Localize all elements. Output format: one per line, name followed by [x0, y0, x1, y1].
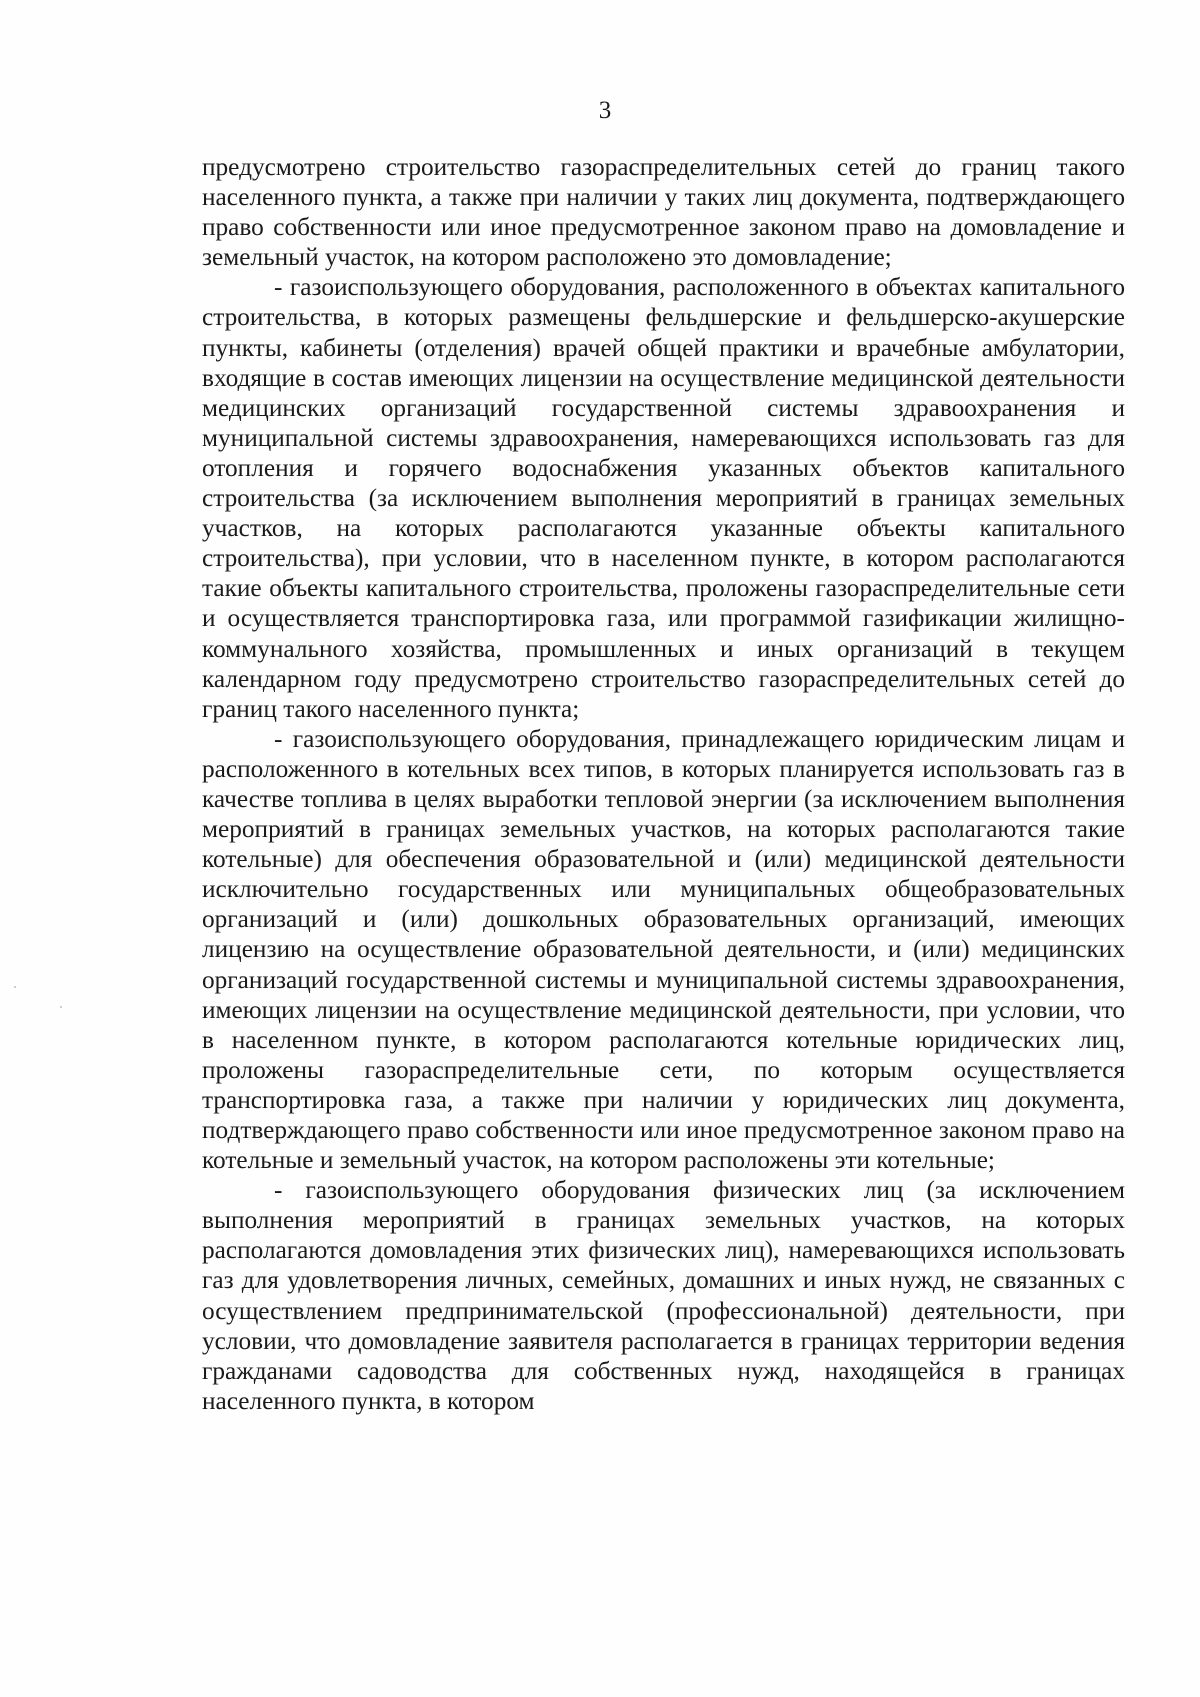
scan-artifact	[60, 1006, 62, 1008]
paragraph-individuals: - газоиспользующего оборудования физических лиц (за исключением выполнения мероприятий в границах земельных участков, на которых располагаются домовладения этих физических лиц), намеревающихся использовать газ для удовлетворения личных, семейных, домашних и иных нужд, не связанных с осуществлением предпринимательской (профессиональной) деятельности, при условии, что домовладение заявителя располагается в границах территории ведения гражданами садоводства для собственных нужд, находящейся в границах населенного пункта, в котором	[202, 1176, 1125, 1415]
page-number: 3	[598, 97, 612, 124]
document-body	[202, 152, 1125, 1416]
paragraph-medical-facilities: - газоиспользующего оборудования, расположенного в объектах капитального строительства, в которых размещены фельдшерские и фельдшерско-акушерские пункты, кабинеты (отделения) врачей общей практики и врачебные амбулатории, входящие в состав имеющих лицензии на осуществление медицинской деятельности медицинских организаций государственной системы здравоохранения и муниципальной системы здравоохранения, намеревающихся использовать газ для отопления и горячего водоснабжения указанных объектов капитального строительства (за исключением выполнения мероприятий в границах земельных участков, на которых располагаются указанные объекты капитального строительства), при условии, что в населенном пункте, в котором располагаются такие объекты капитального строительства, проложены газораспределительные сети и осуществляется транспортировка газа, или программой газификации жилищно-коммунального хозяйства, промышленных и иных организаций в текущем календарном году предусмотрено строительство газораспределительных сетей до границ такого населенного пункта;	[202, 273, 1125, 723]
paragraph-continuation: предусмотрено строительство газораспределительных сетей до границ такого населенного пункта, а также при наличии у таких лиц документа, подтверждающего право собственности или иное предусмотренное законом право на домовладение и земельный участок, на котором расположено это домовладение;	[202, 153, 1125, 272]
paragraph-boiler-houses: - газоиспользующего оборудования, принадлежащего юридическим лицам и расположенного в котельных всех типов, в которых планируется использовать газ в качестве топлива в целях выработки тепловой энергии (за исключением выполнения мероприятий в границах земельных участков, на которых располагаются такие котельные) для обеспечения образовательной и (или) медицинской деятельности исключительно государственных или муниципальных общеобразовательных организаций и (или) дошкольных образовательных организаций, имеющих лицензию на осуществление образовательной деятельности, и (или) медицинских организаций государственной системы и муниципальной системы здравоохранения, имеющих лицензии на осуществление медицинской деятельности, при условии, что в населенном пункте, в котором располагаются котельные юридических лиц, проложены газораспределительные сети, по которым осуществляется транспортировка газа, а также при наличии у юридических лиц документа, подтверждающего право собственности или иное предусмотренное законом право на котельные и земельный участок, на котором расположены эти котельные;	[202, 724, 1125, 1175]
scan-artifact	[14, 986, 16, 988]
